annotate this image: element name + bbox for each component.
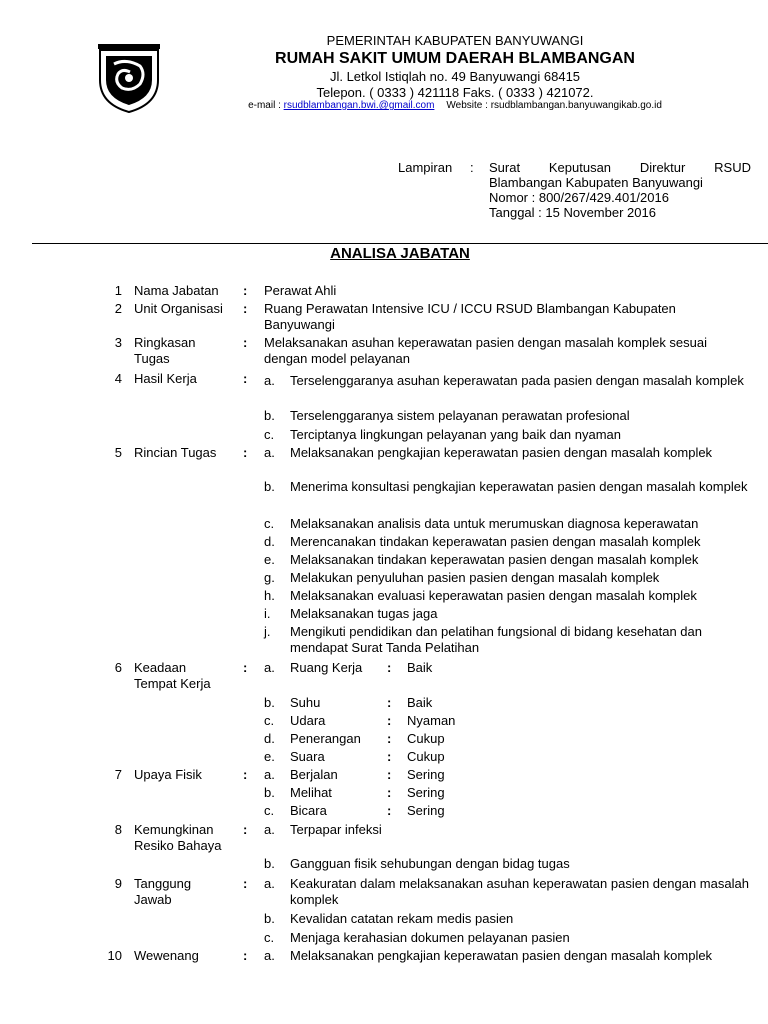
- attachment-line-1: Surat Keputusan Direktur RSUD: [489, 160, 751, 175]
- section-label: Nama Jabatan: [134, 283, 219, 298]
- header-divider: [32, 243, 768, 244]
- hospital-name: RUMAH SAKIT UMUM DAERAH BLAMBANGAN: [275, 50, 635, 67]
- attachment-number: Nomor : 800/267/429.401/2016: [489, 190, 669, 205]
- section-label: Upaya Fisik: [134, 767, 202, 782]
- section-value: Ruang Perawatan Intensive ICU / ICCU RSUD Blambangan Kabupaten Banyuwangi: [264, 301, 676, 332]
- section-label: Keadaan Tempat Kerja: [134, 660, 211, 691]
- email-link[interactable]: rsudblambangan.bwi.@gmail.com: [283, 100, 435, 111]
- hospital-phone: Telepon. ( 0333 ) 421118 Faks. ( 0333 ) 421072.: [316, 85, 594, 100]
- website-text: rsudblambangan.banyuwangikab.go.id: [490, 100, 662, 111]
- contact-line: [160, 100, 750, 111]
- section-value: Melaksanakan asuhan keperawatan pasien dengan masalah komplek sesuai dengan model pelayanan: [264, 335, 708, 366]
- email-label: e-mail :: [248, 100, 284, 111]
- attachment-colon: :: [470, 160, 474, 175]
- section-label: Kemungkinan Resiko Bahaya: [134, 822, 222, 853]
- website-label: Website :: [446, 100, 491, 111]
- section-label: Rincian Tugas: [134, 445, 217, 460]
- attachment-details: [489, 160, 751, 220]
- section-label: Wewenang: [134, 948, 199, 963]
- attachment-line-2: Blambangan Kabupaten Banyuwangi: [489, 175, 703, 190]
- document-title: ANALISA JABATAN: [330, 245, 470, 262]
- document-page: PEMERINTAH KABUPATEN BANYUWANGI RUMAH SAKIT UMUM DAERAH BLAMBANGAN Jl. Letkol Istiqlah no. 49 Banyuwangi 68415 Telepon. ( 0333 ) 421118 Faks. ( 0333 ) 421072. e-mail : rsudblambangan.bwi.@gmail.com Website : rsudblambangan.banyuwangikab.go.id Lampiran : Surat Keputusan Direktur RSUD Blambangan Kabupaten Banyuwangi Nomor : 800/267/429.401/2016 Tanggal : 15 November 2016 ANALISA JABATAN 1 Nama Jabatan : Perawat Ahli 2 Unit Organisasi : Ruang Perawatan Intensive ICU / ICCU RSUD Blambangan Kabupaten Banyuwangi 3 Ringkasan Tugas : Melaksanakan asuhan keperawatan pasien dengan masalah komplek sesuai dengan model pelayanan 4 Hasil Kerja : a. Terselenggaranya asuhan keperawatan pada pasien dengan masalah komplek b. Terselenggaranya sistem pelayanan perawatan profesional c. Terciptanya lingkungan pelayanan yang baik dan nyaman 5 Rincian Tugas : a. Melaksanakan pengkajian keperawatan pasien dengan masalah komplek b. Menerima konsultasi pengkajian keperawatan pasien dengan masalah komplek c. Melaksanakan analisis data untuk merumuskan diagnosa keperawatan d. Merencanakan tindakan keperawatan pasien dengan masalah komplek e. Melaksanakan tindakan keperawatan pasien dengan masalah komplek g. Melakukan penyuluhan pasien pasien dengan masalah komplek h. Melaksanakan evaluasi keperawatan pasien dengan masalah komplek i. Melaksanakan tugas jaga j. Mengikuti pendidikan dan pelatihan fungsional di bidang kesehatan dan mendapat Surat Tanda Pelatihan 6 Keadaan Tempat Kerja : a. Ruang Kerja : Baik b. Suhu : Baik c. Udara : Nyaman d. Penerangan : Cukup e. Suara : Cukup 7 Upaya Fisik : a. Berjalan : Sering b. Melihat : Sering c. Bicara : Sering 8 Kemungkinan Resiko Bahaya : a. Terpapar infeksi b. Gangguan fisik sehubungan dengan bidag tugas 9 Tanggung Jawab : a. Keakuratan dalam melaksanakan asuhan keperawatan pasien dengan masalah komplek b. Kevalidan catatan rekam medis pasien c. Menjaga kerahasian dokumen pelayanan pasien 10 Wewenang : a. Melaksanakan pengkajian keperawatan pasien dengan masalah komplek: [0, 0, 768, 1024]
- section-label: Hasil Kerja: [134, 371, 197, 386]
- attachment-label: Lampiran: [398, 160, 453, 175]
- hospital-address: Jl. Letkol Istiqlah no. 49 Banyuwangi 68415: [329, 69, 581, 84]
- section-label: Tanggung Jawab: [134, 876, 192, 907]
- section-value: Perawat Ahli: [264, 283, 337, 298]
- government-name: PEMERINTAH KABUPATEN BANYUWANGI: [326, 33, 584, 48]
- section-label: Ringkasan Tugas: [134, 335, 196, 366]
- section-label: Unit Organisasi: [134, 301, 223, 316]
- attachment-date: Tanggal : 15 November 2016: [489, 205, 656, 220]
- hospital-emblem-icon: [96, 42, 162, 114]
